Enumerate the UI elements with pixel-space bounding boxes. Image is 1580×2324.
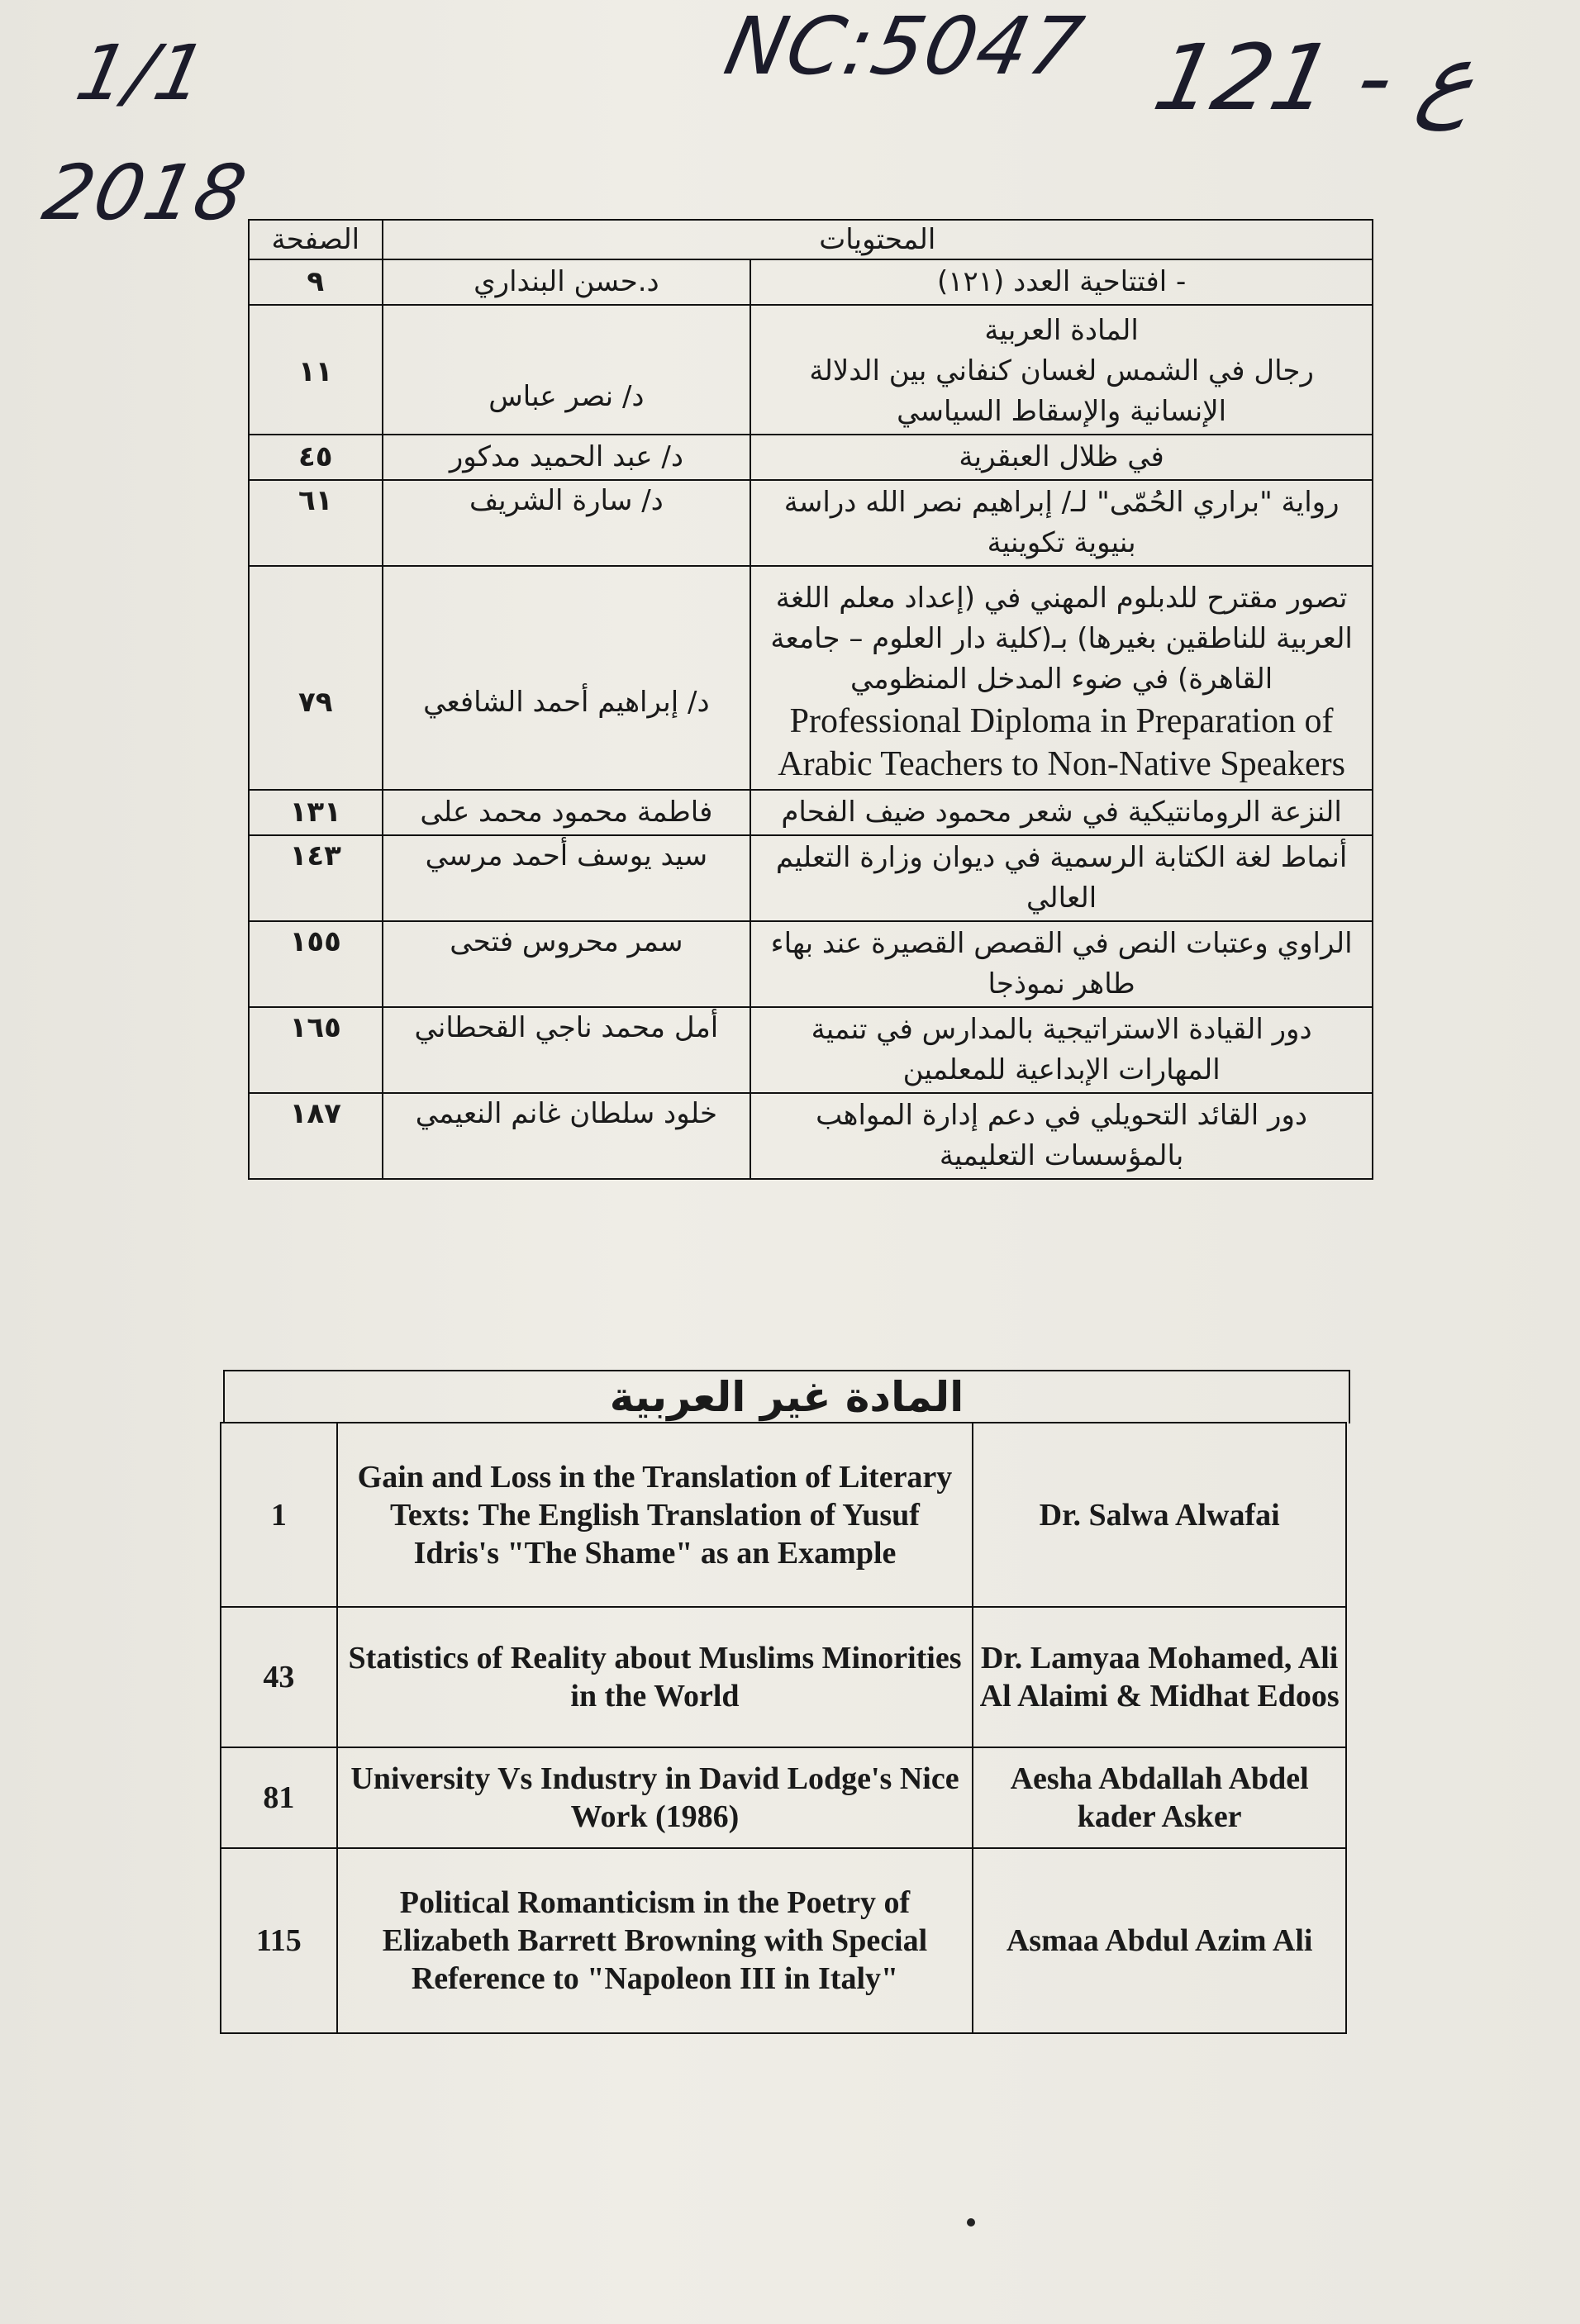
row-author: Asmaa Abdul Azim Ali <box>973 1848 1346 2033</box>
row-page: 81 <box>221 1747 337 1848</box>
row-author: أمل محمد ناجي القحطاني <box>383 1007 751 1093</box>
table-row <box>249 835 1373 921</box>
row-title: في ظلال العبقرية <box>750 435 1373 480</box>
row-page: 115 <box>221 1848 337 2033</box>
header-contents: المحتويات <box>383 220 1373 259</box>
page-dot <box>967 2218 975 2227</box>
row-author: سمر محروس فتحى <box>383 921 751 1007</box>
arabic-contents-table <box>248 219 1373 1180</box>
row-page: 43 <box>221 1607 337 1747</box>
row-page: ١٥٥ <box>249 921 383 1007</box>
row-title: University Vs Industry in David Lodge's Nice Work (1986) <box>337 1747 973 1848</box>
row-author: د.حسن البنداري <box>383 259 751 305</box>
non-arabic-contents-table <box>220 1422 1347 2034</box>
non-arabic-heading: المادة غير العربية <box>223 1370 1350 1423</box>
row-page: ١١ <box>249 305 383 435</box>
row-author: Dr. Lamyaa Mohamed, Ali Al Alaimi & Midhat Edoos <box>973 1607 1346 1747</box>
row-author: Dr. Salwa Alwafai <box>973 1423 1346 1607</box>
row-page: ٦١ <box>249 480 383 566</box>
row-page: ١٨٧ <box>249 1093 383 1179</box>
row-page: ١٤٣ <box>249 835 383 921</box>
table-row <box>221 1607 1346 1747</box>
row-title: Gain and Loss in the Translation of Literary Texts: The English Translation of Yusuf Idris's "The Shame" as an Example <box>337 1423 973 1607</box>
row-title: رجال في الشمس لغسان كنفاني بين الدلالة الإنسانية والإسقاط السياسي <box>809 354 1314 428</box>
row-page: ٧٩ <box>249 566 383 790</box>
handwritten-year: 2018 <box>36 149 255 237</box>
table-row <box>249 435 1373 480</box>
row-author: Aesha Abdallah Abdel kader Asker <box>973 1747 1346 1848</box>
row-title-english: Professional Diploma in Preparation of Arabic Teachers to Non-Native Speakers <box>778 702 1345 783</box>
handwritten-issue: 121 - ع <box>1145 25 1487 131</box>
row-title: أنماط لغة الكتابة الرسمية في ديوان وزارة التعليم العالي <box>750 835 1373 921</box>
row-page: 1 <box>221 1423 337 1607</box>
handwritten-code: NC:5047 <box>717 0 1092 93</box>
table-row <box>249 566 1373 790</box>
row-page: ١٣١ <box>249 790 383 835</box>
table-header-row <box>249 220 1373 259</box>
row-author: د/ عبد الحميد مدكور <box>383 435 751 480</box>
row-author: فاطمة محمود محمد على <box>383 790 751 835</box>
row-author: سيد يوسف أحمد مرسي <box>383 835 751 921</box>
header-page: الصفحة <box>249 220 383 259</box>
row-title: Political Romanticism in the Poetry of Elizabeth Barrett Browning with Special Reference to "Napoleon III in Italy" <box>337 1848 973 2033</box>
row-title: تصور مقترح للدبلوم المهني في (إعداد معلم اللغة العربية للناطقين بغيرها) بـ(كلية دار العلوم – جامعة القاهرة) في ضوء المدخل المنظومي <box>770 582 1353 696</box>
row-author: خلود سلطان غانم النعيمي <box>383 1093 751 1179</box>
table-row <box>249 305 1373 435</box>
handwritten-fraction: 1/1 <box>69 29 216 117</box>
table-row <box>221 1848 1346 2033</box>
row-title: - افتتاحية العدد (١٢١) <box>750 259 1373 305</box>
row-title: رواية "براري الحُمّى" لـ/ إبراهيم نصر الله دراسة بنيوية تكوينية <box>750 480 1373 566</box>
row-page: ١٦٥ <box>249 1007 383 1093</box>
table-row <box>249 790 1373 835</box>
row-title: Statistics of Reality about Muslims Minorities in the World <box>337 1607 973 1747</box>
section-label <box>750 305 1373 435</box>
row-author: د/ سارة الشريف <box>383 480 751 566</box>
row-title: الراوي وعتبات النص في القصص القصيرة عند بهاء طاهر نموذجا <box>750 921 1373 1007</box>
table-row <box>249 1007 1373 1093</box>
table-row <box>249 921 1373 1007</box>
row-title: دور القيادة الاستراتيجية بالمدارس في تنمية المهارات الإبداعية للمعلمين <box>750 1007 1373 1093</box>
row-title: دور القائد التحويلي في دعم إدارة المواهب بالمؤسسات التعليمية <box>750 1093 1373 1179</box>
row-author: د/ نصر عباس <box>383 305 751 435</box>
row-page: ٤٥ <box>249 435 383 480</box>
section-title: المادة العربية <box>984 314 1139 347</box>
table-row <box>249 1093 1373 1179</box>
table-row <box>221 1747 1346 1848</box>
table-row <box>221 1423 1346 1607</box>
row-title-cell <box>750 566 1373 790</box>
row-title: النزعة الرومانتيكية في شعر محمود ضيف الفحام <box>750 790 1373 835</box>
row-page: ٩ <box>249 259 383 305</box>
row-author: د/ إبراهيم أحمد الشافعي <box>383 566 751 790</box>
table-row <box>249 259 1373 305</box>
table-row <box>249 480 1373 566</box>
